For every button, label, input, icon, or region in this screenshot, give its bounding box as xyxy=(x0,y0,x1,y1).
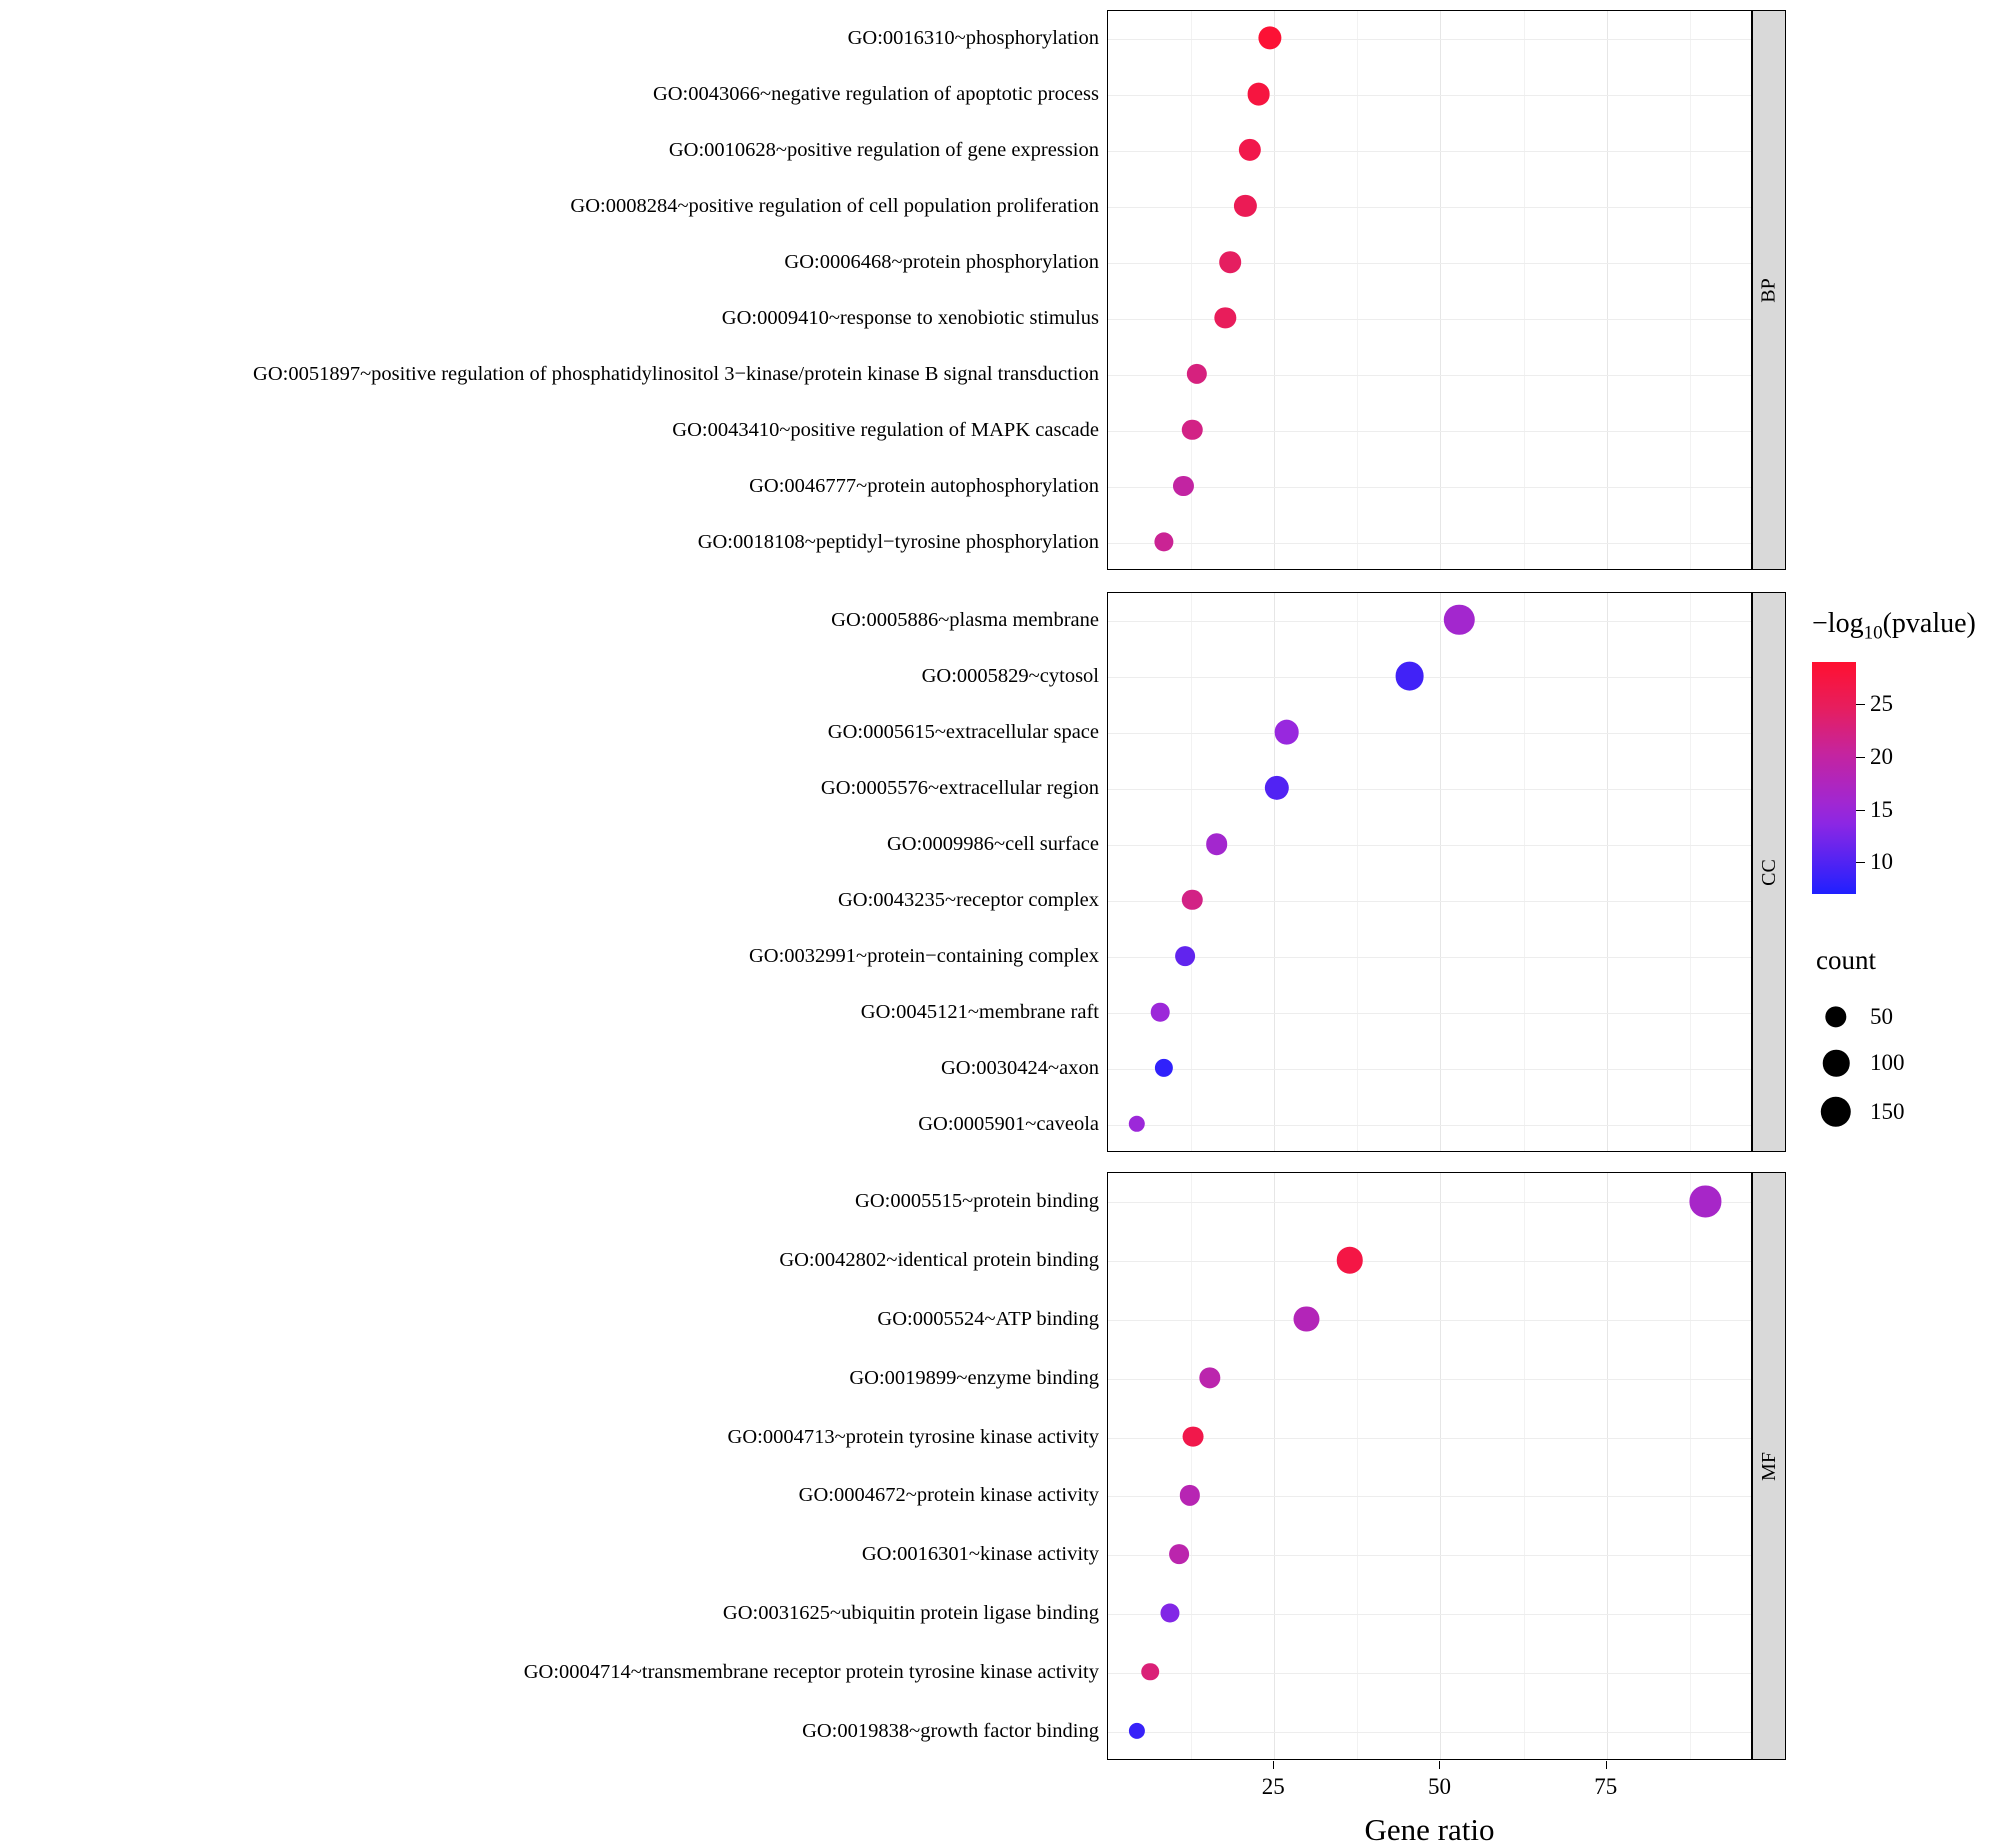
category-label: GO:0009986~cell surface xyxy=(886,832,1099,855)
facet-strip-cc xyxy=(1752,592,1786,1152)
panel-cc xyxy=(1107,592,1752,1152)
gridline-row xyxy=(1108,1438,1751,1439)
data-point[interactable] xyxy=(1176,946,1196,966)
color-legend-tick-label: 25 xyxy=(1870,691,1893,717)
gridline-row xyxy=(1108,263,1751,264)
panel-inner-bp xyxy=(1108,11,1751,569)
category-label: GO:0005901~caveola xyxy=(918,1112,1099,1135)
category-label: GO:0051897~positive regulation of phosphatidylinositol 3−kinase/protein kinase B signal transduction xyxy=(253,362,1099,385)
gridline-row xyxy=(1108,789,1751,790)
x-tick-mark xyxy=(1273,1761,1274,1769)
gridline-row xyxy=(1108,319,1751,320)
category-label: GO:0004714~transmembrane receptor protein tyrosine kinase activity xyxy=(523,1660,1099,1683)
gridline-row xyxy=(1108,1013,1751,1014)
gridline-row xyxy=(1108,1261,1751,1262)
category-label: GO:0010628~positive regulation of gene expression xyxy=(668,138,1099,161)
gridline-row xyxy=(1108,1614,1751,1615)
gridline-row xyxy=(1108,1202,1751,1203)
data-point[interactable] xyxy=(1247,83,1270,106)
data-point[interactable] xyxy=(1336,1247,1363,1274)
category-label: GO:0042802~identical protein binding xyxy=(779,1248,1099,1271)
color-legend-title: $-\log_{10}(pvalue)$ xyxy=(1812,608,1976,644)
category-label: GO:0009410~response to xenobiotic stimulus xyxy=(721,306,1099,329)
facet-strip-label: MF xyxy=(1757,1451,1780,1481)
panel-inner-mf xyxy=(1108,1173,1751,1759)
size-legend-dot xyxy=(1823,1050,1850,1077)
data-point[interactable] xyxy=(1151,1003,1170,1022)
color-legend-tick-mark xyxy=(1856,757,1865,758)
data-point[interactable] xyxy=(1219,251,1241,273)
size-legend-label: 50 xyxy=(1870,1004,1893,1029)
category-label: GO:0005524~ATP binding xyxy=(877,1307,1099,1330)
data-point[interactable] xyxy=(1169,1544,1189,1564)
gridline-row xyxy=(1108,543,1751,544)
data-point[interactable] xyxy=(1690,1186,1721,1217)
gridline-row xyxy=(1108,621,1751,622)
category-label: GO:0005886~plasma membrane xyxy=(831,608,1099,631)
facet-strip-bp xyxy=(1752,10,1786,570)
color-legend-tick-label: 10 xyxy=(1870,849,1893,875)
data-point[interactable] xyxy=(1274,720,1299,745)
gridline-row xyxy=(1108,151,1751,152)
gridline-row xyxy=(1108,677,1751,678)
category-label: GO:0032991~protein−containing complex xyxy=(748,944,1099,967)
panel-mf xyxy=(1107,1172,1752,1760)
panel-bp xyxy=(1107,10,1752,570)
color-legend-bar xyxy=(1812,662,1856,894)
color-legend-tick-mark xyxy=(1856,704,1865,705)
category-label: GO:0005576~extracellular region xyxy=(820,776,1099,799)
category-label: GO:0005615~extracellular space xyxy=(827,720,1099,743)
category-label: GO:0018108~peptidyl−tyrosine phosphorylation xyxy=(697,530,1099,553)
gridline-row xyxy=(1108,901,1751,902)
gridline-row xyxy=(1108,1673,1751,1674)
category-label: GO:0043235~receptor complex xyxy=(837,888,1099,911)
category-label: GO:0031625~ubiquitin protein ligase binding xyxy=(722,1601,1099,1624)
color-legend-tick-mark xyxy=(1856,810,1865,811)
category-label: GO:0008284~positive regulation of cell population proliferation xyxy=(570,194,1099,217)
category-label: GO:0043410~positive regulation of MAPK cascade xyxy=(672,418,1099,441)
category-label: GO:0016301~kinase activity xyxy=(861,1542,1099,1565)
gridline-row xyxy=(1108,39,1751,40)
gridline-row xyxy=(1108,1125,1751,1126)
gridline-row xyxy=(1108,207,1751,208)
size-legend-dot xyxy=(1825,1006,1846,1027)
category-label: GO:0016310~phosphorylation xyxy=(847,26,1099,49)
x-tick-mark xyxy=(1439,1761,1440,1769)
data-point[interactable] xyxy=(1173,476,1193,496)
size-legend-label: 100 xyxy=(1870,1050,1905,1075)
gridline-row xyxy=(1108,845,1751,846)
data-point[interactable] xyxy=(1395,662,1424,691)
gridline-row xyxy=(1108,957,1751,958)
facet-strip-label: CC xyxy=(1757,858,1780,886)
category-label: GO:0043066~negative regulation of apoptotic process xyxy=(652,82,1099,105)
category-label: GO:0030424~axon xyxy=(941,1056,1099,1079)
gridline-row xyxy=(1108,733,1751,734)
category-label: GO:0005829~cytosol xyxy=(921,664,1099,687)
color-legend-tick-label: 15 xyxy=(1870,796,1893,822)
size-legend-label: 150 xyxy=(1870,1099,1905,1124)
gridline-row xyxy=(1108,1069,1751,1070)
facet-strip-mf xyxy=(1752,1172,1786,1760)
x-tick-label: 50 xyxy=(1427,1774,1451,1799)
x-tick-label: 75 xyxy=(1594,1774,1618,1799)
x-tick-label: 25 xyxy=(1261,1774,1285,1799)
color-legend-tick-label: 20 xyxy=(1870,743,1893,769)
data-point[interactable] xyxy=(1183,1426,1204,1447)
gridline-row xyxy=(1108,1320,1751,1321)
category-label: GO:0046777~protein autophosphorylation xyxy=(749,474,1099,497)
x-tick-mark xyxy=(1606,1761,1607,1769)
data-point[interactable] xyxy=(1141,1663,1159,1681)
category-label: GO:0005515~protein binding xyxy=(855,1190,1099,1213)
gridline-row xyxy=(1108,1732,1751,1733)
category-label: GO:0004713~protein tyrosine kinase activity xyxy=(727,1425,1099,1448)
category-label: GO:0045121~membrane raft xyxy=(860,1000,1099,1023)
gridline-row xyxy=(1108,95,1751,96)
data-point[interactable] xyxy=(1294,1306,1319,1331)
data-point[interactable] xyxy=(1206,833,1228,855)
category-label: GO:0004672~protein kinase activity xyxy=(798,1484,1099,1507)
gridline-row xyxy=(1108,487,1751,488)
size-legend-dot xyxy=(1821,1097,1851,1127)
gridline-row xyxy=(1108,1555,1751,1556)
facet-strip-label: BP xyxy=(1757,277,1780,303)
gridline-row xyxy=(1108,1496,1751,1497)
panel-inner-cc xyxy=(1108,593,1751,1151)
x-axis-title: Gene ratio xyxy=(1364,1812,1495,1847)
color-legend-tick-mark xyxy=(1856,862,1865,863)
size-legend-title: count xyxy=(1816,945,1876,975)
category-label: GO:0006468~protein phosphorylation xyxy=(784,250,1099,273)
gridline-row xyxy=(1108,431,1751,432)
data-point[interactable] xyxy=(1161,1603,1180,1622)
category-label: GO:0019838~growth factor binding xyxy=(802,1719,1099,1742)
category-label: GO:0019899~enzyme binding xyxy=(849,1366,1099,1389)
